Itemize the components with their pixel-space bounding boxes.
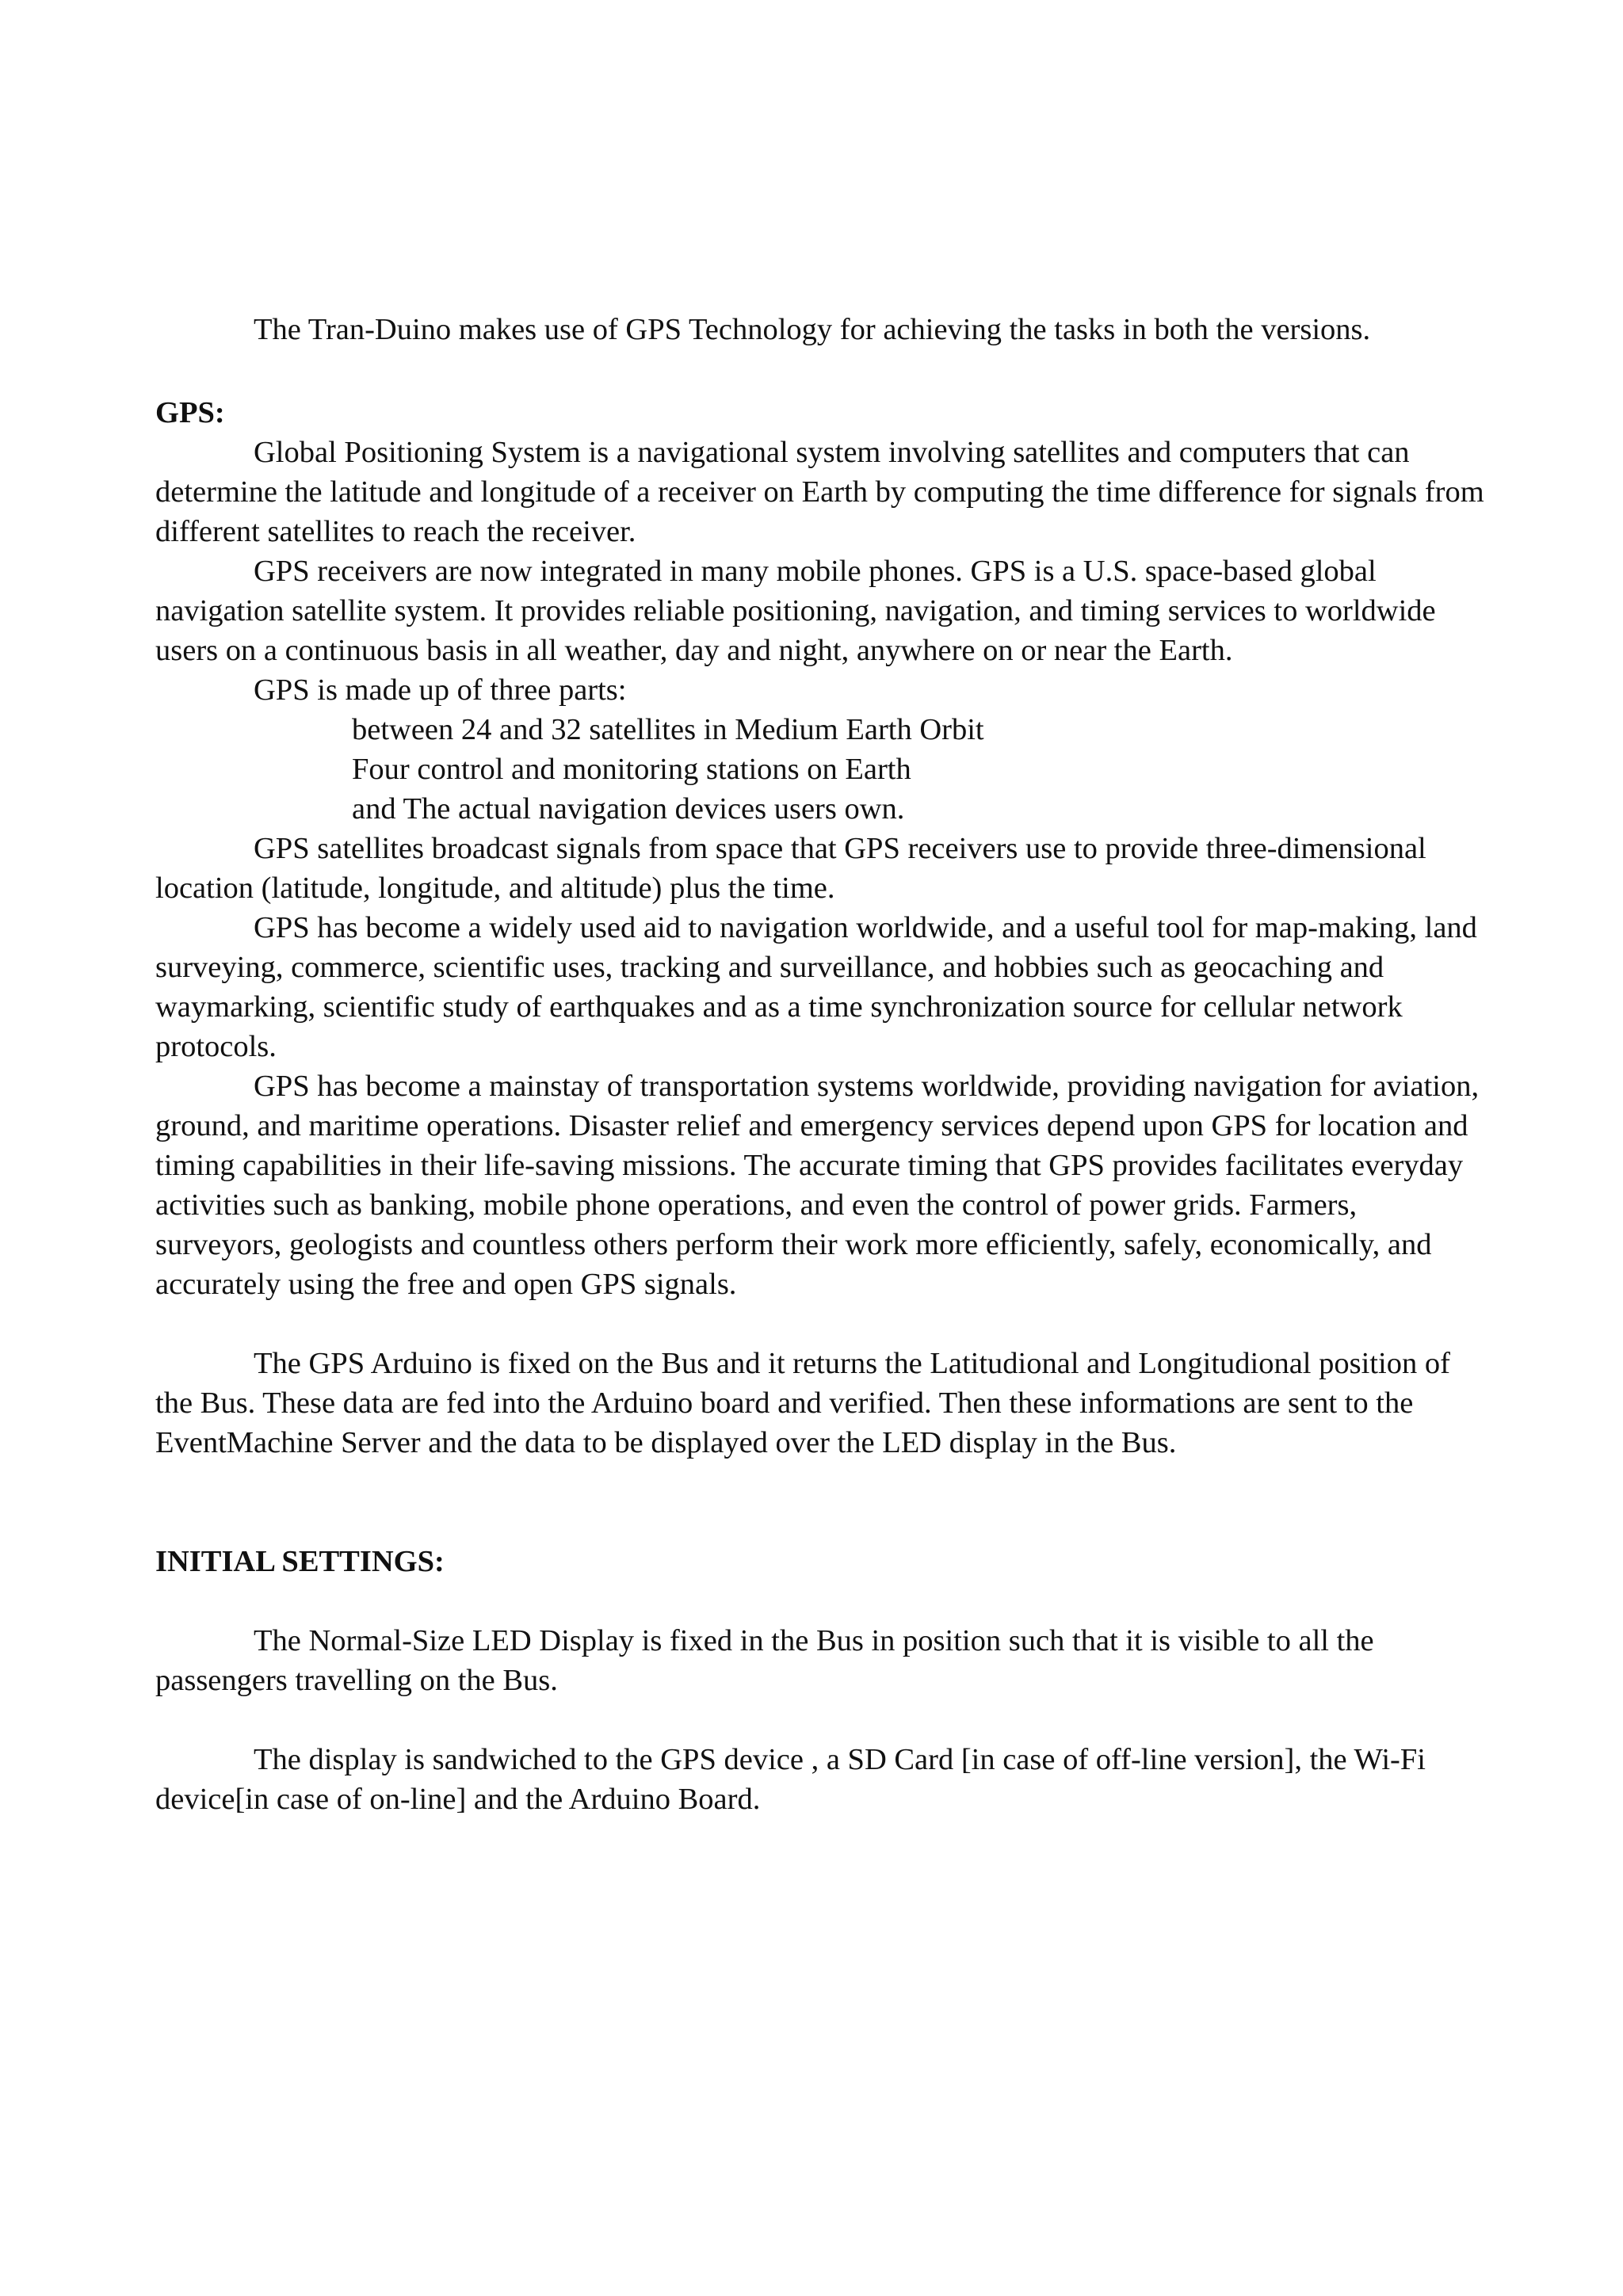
list-item: between 24 and 32 satellites in Medium Earth Orbit — [352, 713, 984, 746]
spacer — [155, 1304, 1487, 1344]
gps-paragraph-5: GPS has become a widely used aid to navigation worldwide, and a useful tool for map-making, land surveying, commerce, scientific uses, tracking and surveillance, and hobbies such as geocaching and waymarking, scientific study of earthquakes and as a time synchronization source for cellular network protocols. — [155, 911, 1477, 1063]
spacer — [155, 1463, 1487, 1542]
spacer — [155, 1581, 1487, 1621]
spacer — [155, 1700, 1487, 1740]
gps-paragraph-7: The GPS Arduino is fixed on the Bus and it returns the Latitudional and Longitudional position of the Bus. These data are fed into the Arduino board and verified. Then these informations are sent to the EventMachine Server and the data to be displayed over the LED display in the Bus. — [155, 1347, 1450, 1459]
gps-paragraph-4: GPS satellites broadcast signals from space that GPS receivers use to provide three-dimensional location (latitude, longitude, and altitude) plus the time. — [155, 832, 1426, 905]
initial-settings-heading: INITIAL SETTINGS: — [155, 1545, 445, 1578]
gps-paragraph-1: Global Positioning System is a navigational system involving satellites and computers that can determine the latitude and longitude of a receiver on Earth by computing the time difference for signals from different satellites to reach the receiver. — [155, 436, 1484, 548]
gps-paragraph-6: GPS has become a mainstay of transportation systems worldwide, providing navigation for aviation, ground, and maritime operations. Disaster relief and emergency services depend upon GPS for location and timing capabilities in their life-saving missions. The accurate timing that GPS provides facilitates everyday activities such as banking, mobile phone operations, and even the control of power grids. Farmers, surveyors, geologists and countless others perform their work more efficiently, safely, economically, and accurately using the free and open GPS signals. — [155, 1070, 1480, 1301]
document-page — [155, 310, 1487, 1819]
initial-settings-paragraph-2: The display is sandwiched to the GPS device , a SD Card [in case of off-line version], the Wi-Fi device[in case of on-line] and the Arduino Board. — [155, 1743, 1426, 1816]
gps-heading: GPS: — [155, 396, 225, 429]
gps-paragraph-2: GPS receivers are now integrated in many mobile phones. GPS is a U.S. space-based global navigation satellite system. It provides reliable positioning, navigation, and timing services to worldwide users on a continuous basis in all weather, day and night, anywhere on or near the Earth. — [155, 555, 1436, 667]
gps-paragraph-3: GPS is made up of three parts: — [254, 673, 627, 707]
spacer — [155, 349, 1487, 393]
list-item: Four control and monitoring stations on Earth — [352, 753, 911, 786]
list-item: and The actual navigation devices users own. — [352, 792, 905, 826]
initial-settings-paragraph-1: The Normal-Size LED Display is fixed in the Bus in position such that it is visible to all the passengers travelling on the Bus. — [155, 1624, 1374, 1697]
gps-parts-list — [155, 710, 1487, 829]
intro-paragraph: The Tran-Duino makes use of GPS Technology for achieving the tasks in both the versions. — [254, 313, 1371, 346]
